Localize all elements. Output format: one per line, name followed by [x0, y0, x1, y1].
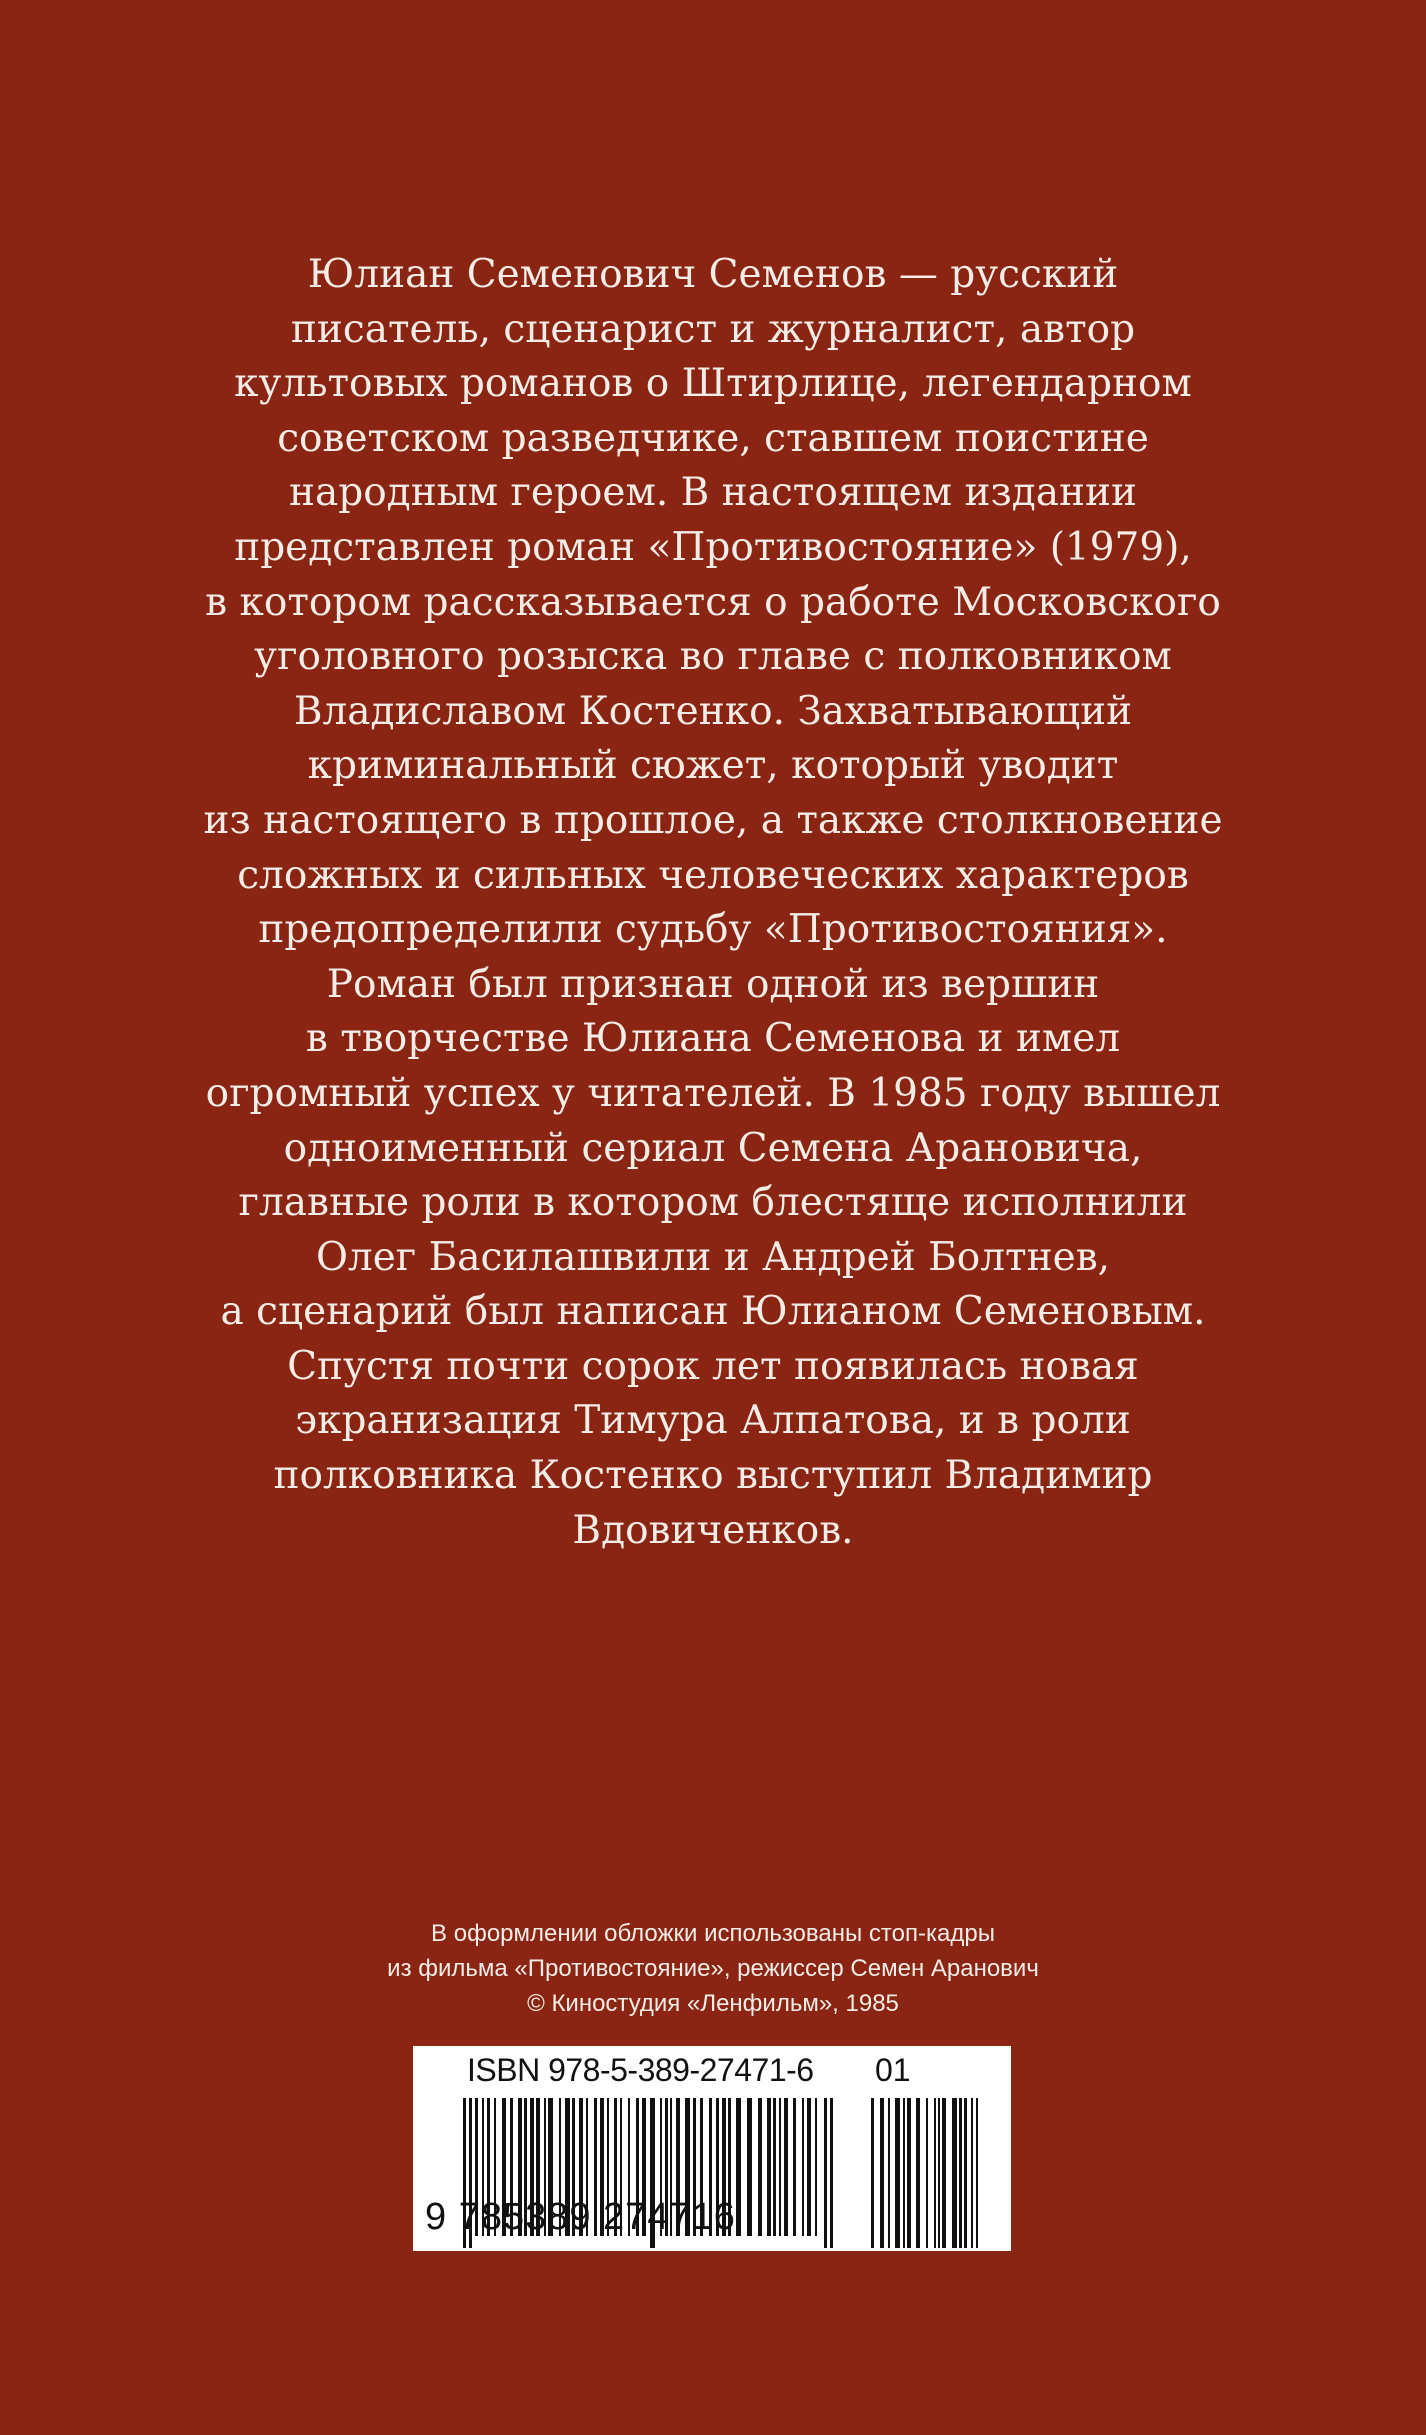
description-line: писатель, сценарист и журналист, автор — [290, 306, 1136, 352]
description-line: Юлиан Семенович Семенов — русский — [307, 252, 1119, 297]
description-line: полковника Костенко выступил Владимир — [273, 1453, 1153, 1499]
barcode-digits: 9 785389 274716 — [425, 2196, 736, 2238]
description-line: культовых романов о Штирлице, легендарном — [234, 361, 1192, 407]
description-line: Вдовиченков. — [572, 1507, 854, 1553]
addon-code: 01 — [875, 2052, 911, 2088]
description-line: представлен роман «Противостояние» (1979), — [234, 524, 1192, 570]
description-line: в творчестве Юлиана Семенова и имел — [305, 1016, 1121, 1062]
description-line: а сценарий был написан Юлианом Семеновым. — [220, 1289, 1206, 1335]
description-line: Спустя почти сорок лет появилась новая — [287, 1343, 1139, 1389]
cover-credits — [280, 1916, 1146, 2021]
description-line: советском разведчике, ставшем поистине — [277, 415, 1149, 461]
credits-line: В оформлении обложки использованы стоп-кадры — [431, 1920, 995, 1947]
description-line: главные роли в котором блестяще исполнили — [238, 1180, 1188, 1226]
description-line: Олег Басилашвили и Андрей Болтнев, — [315, 1234, 1111, 1280]
isbn-barcode — [413, 2046, 1011, 2251]
description-line: криминальный сюжет, который уводит — [307, 743, 1119, 789]
credits-line: из фильма «Противостояние», режиссер Семен Аранович — [387, 1955, 1039, 1982]
credits-line: © Киностудия «Ленфильм», 1985 — [527, 1990, 899, 2017]
description-line: огромный успех у читателей. В 1985 году вышел — [205, 1070, 1221, 1116]
description-line: Роман был признан одной из вершин — [326, 961, 1100, 1007]
description-line: уголовного розыска во главе с полковником — [254, 634, 1172, 680]
description-line: одноименный сериал Семена Арановича, — [283, 1125, 1143, 1171]
book-description — [130, 248, 1296, 1558]
isbn-label: ISBN 978-5-389-27471-6 — [467, 2052, 814, 2088]
description-line: из настоящего в прошлое, а также столкновение — [203, 797, 1223, 843]
description-line: предопределили судьбу «Противостояния». — [258, 907, 1168, 953]
description-line: в котором рассказывается о работе Московского — [205, 579, 1221, 625]
description-line: Владиславом Костенко. Захватывающий — [293, 688, 1133, 734]
description-line: народным героем. В настоящем издании — [288, 470, 1138, 516]
description-line: сложных и сильных человеческих характеров — [237, 852, 1189, 898]
description-line: экранизация Тимура Алпатова, и в роли — [295, 1398, 1131, 1444]
